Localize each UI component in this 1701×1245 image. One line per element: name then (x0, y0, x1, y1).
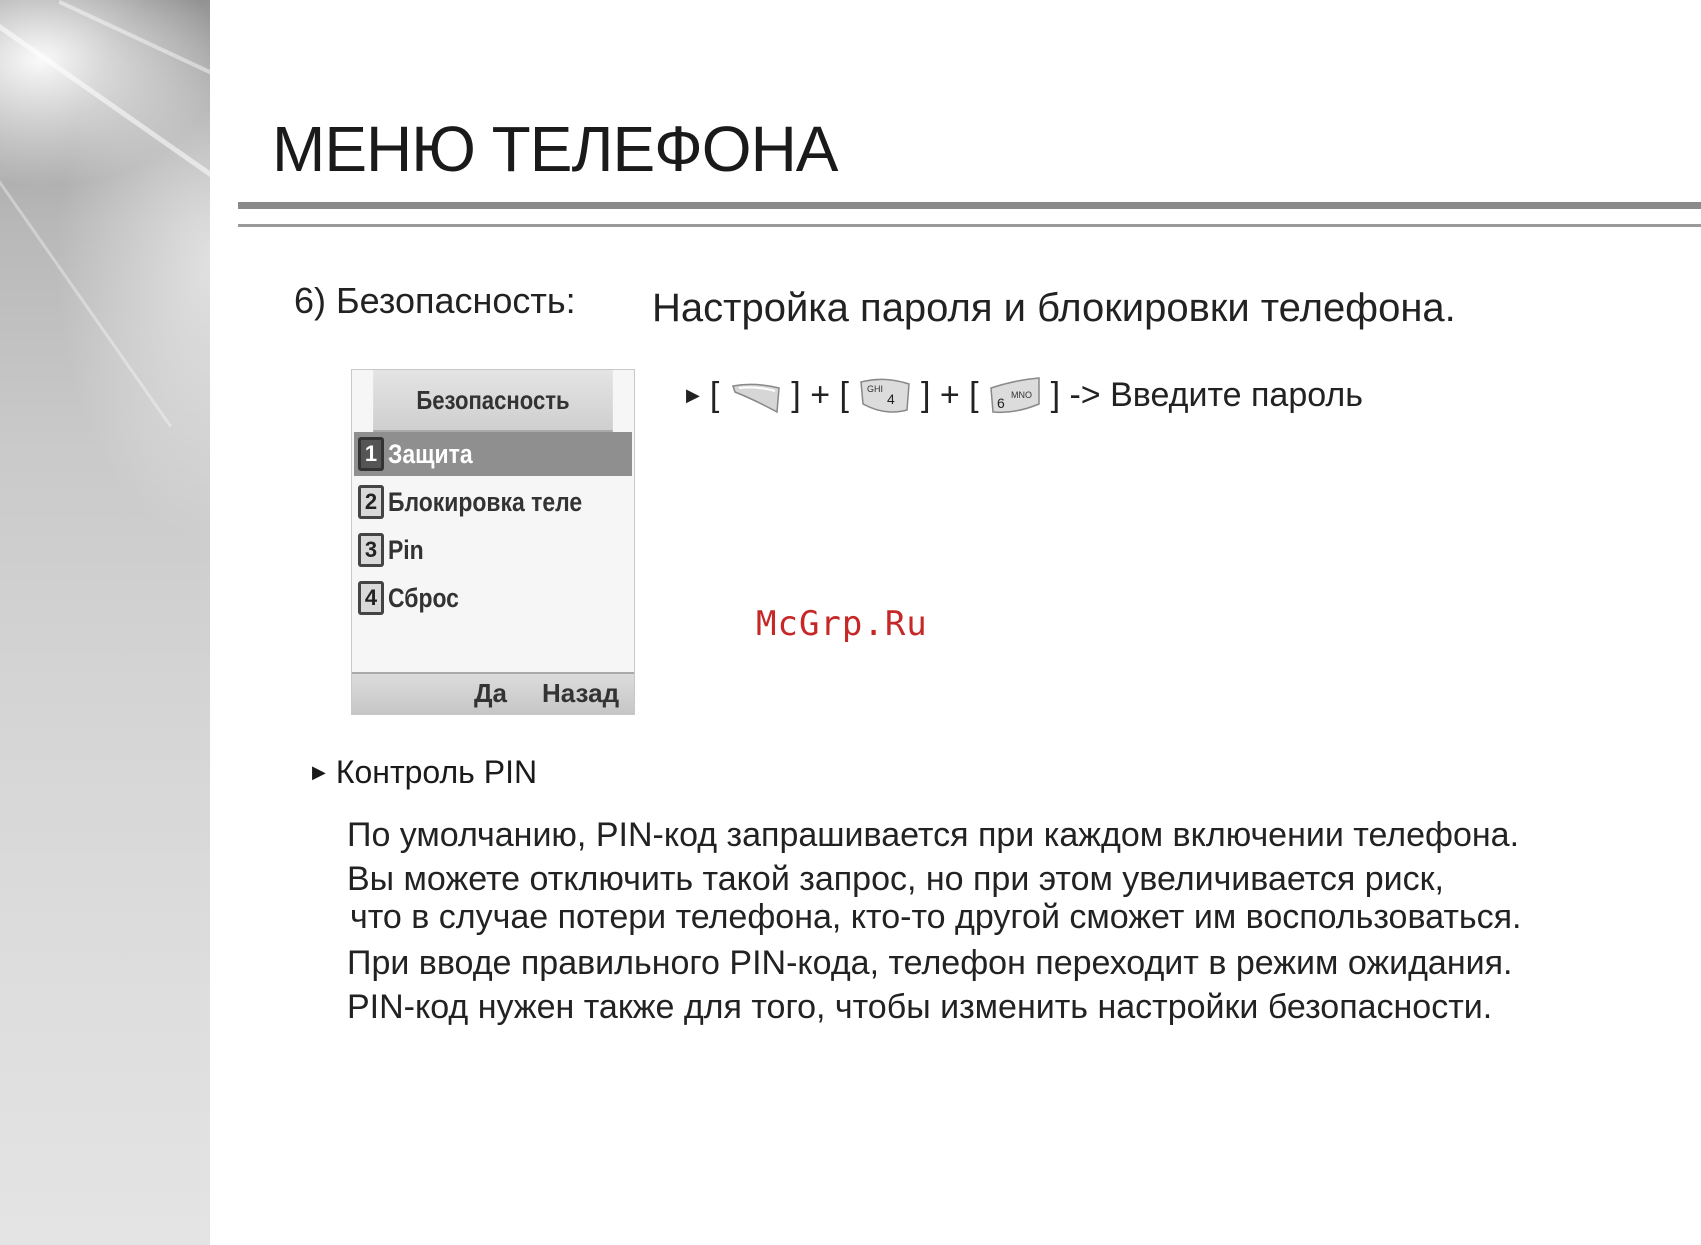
menu-key-icon (725, 374, 785, 416)
pin-paragraph-line: PIN-код нужен также для того, чтобы изменить настройки безопасности. (347, 988, 1493, 1026)
item-number: 3 (358, 533, 384, 567)
softkey-yes[interactable]: Да (474, 678, 507, 708)
phone-screen (351, 369, 635, 715)
key-sequence (686, 372, 1363, 418)
decorative-side-band (0, 0, 210, 1245)
phone-screen-header: Безопасность (373, 370, 613, 432)
watermark: McGrp.Ru (756, 604, 928, 644)
item-label: Сброс (388, 582, 459, 613)
phone-menu-item-reset[interactable] (354, 576, 632, 620)
item-label: Защита (388, 438, 473, 469)
phone-menu-item-lock[interactable] (354, 480, 632, 524)
item-number: 4 (358, 581, 384, 615)
pin-paragraph-line: По умолчанию, PIN-код запрашивается при каждом включении телефона. (347, 816, 1520, 854)
pin-paragraph-line: Вы можете отключить такой запрос, но при этом увеличивается риск, (347, 860, 1444, 898)
title-divider-thick (238, 202, 1701, 209)
item-label: Блокировка теле (388, 486, 583, 517)
section-label: 6) Безопасность: (294, 280, 576, 321)
key4-digit: 4 (886, 391, 895, 407)
key6-letters: MNO (1010, 390, 1032, 400)
phone-softkey-bar (352, 672, 634, 714)
pin-paragraph-line: что в случае потери телефона, кто-то другой сможет им воспользоваться. (350, 898, 1522, 936)
section-description: Настройка пароля и блокировки телефона. (652, 286, 1456, 330)
key4-letters: GHI (866, 384, 883, 394)
bracket-open: [ (709, 375, 720, 414)
item-number: 2 (358, 485, 384, 519)
pin-control-title: Контроль PIN (335, 754, 538, 790)
title-divider-thin (238, 224, 1701, 227)
softkey-back[interactable]: Назад (542, 678, 620, 708)
phone-menu-item-pin[interactable] (354, 528, 632, 572)
plus-separator: ] + [ (791, 375, 849, 414)
key-4-ghi-icon (855, 374, 915, 416)
pin-paragraph-line: При вводе правильного PIN-кода, телефон переходит в режим ожидания. (347, 944, 1513, 982)
bullet-triangle-icon: ▶ (312, 762, 326, 782)
pin-control-heading (312, 754, 537, 791)
item-number: 1 (358, 437, 384, 471)
item-label: Pin (388, 534, 424, 565)
plus-separator: ] + [ (920, 375, 979, 414)
phone-menu-item-protection[interactable] (354, 432, 632, 476)
page-title: МЕНЮ ТЕЛЕФОНА (272, 113, 838, 185)
key6-digit: 6 (996, 395, 1005, 411)
bullet-triangle-icon: ▶ (686, 384, 700, 405)
enter-password-text: ] -> Введите пароль (1050, 375, 1363, 414)
key-6-mno-icon (985, 374, 1045, 416)
